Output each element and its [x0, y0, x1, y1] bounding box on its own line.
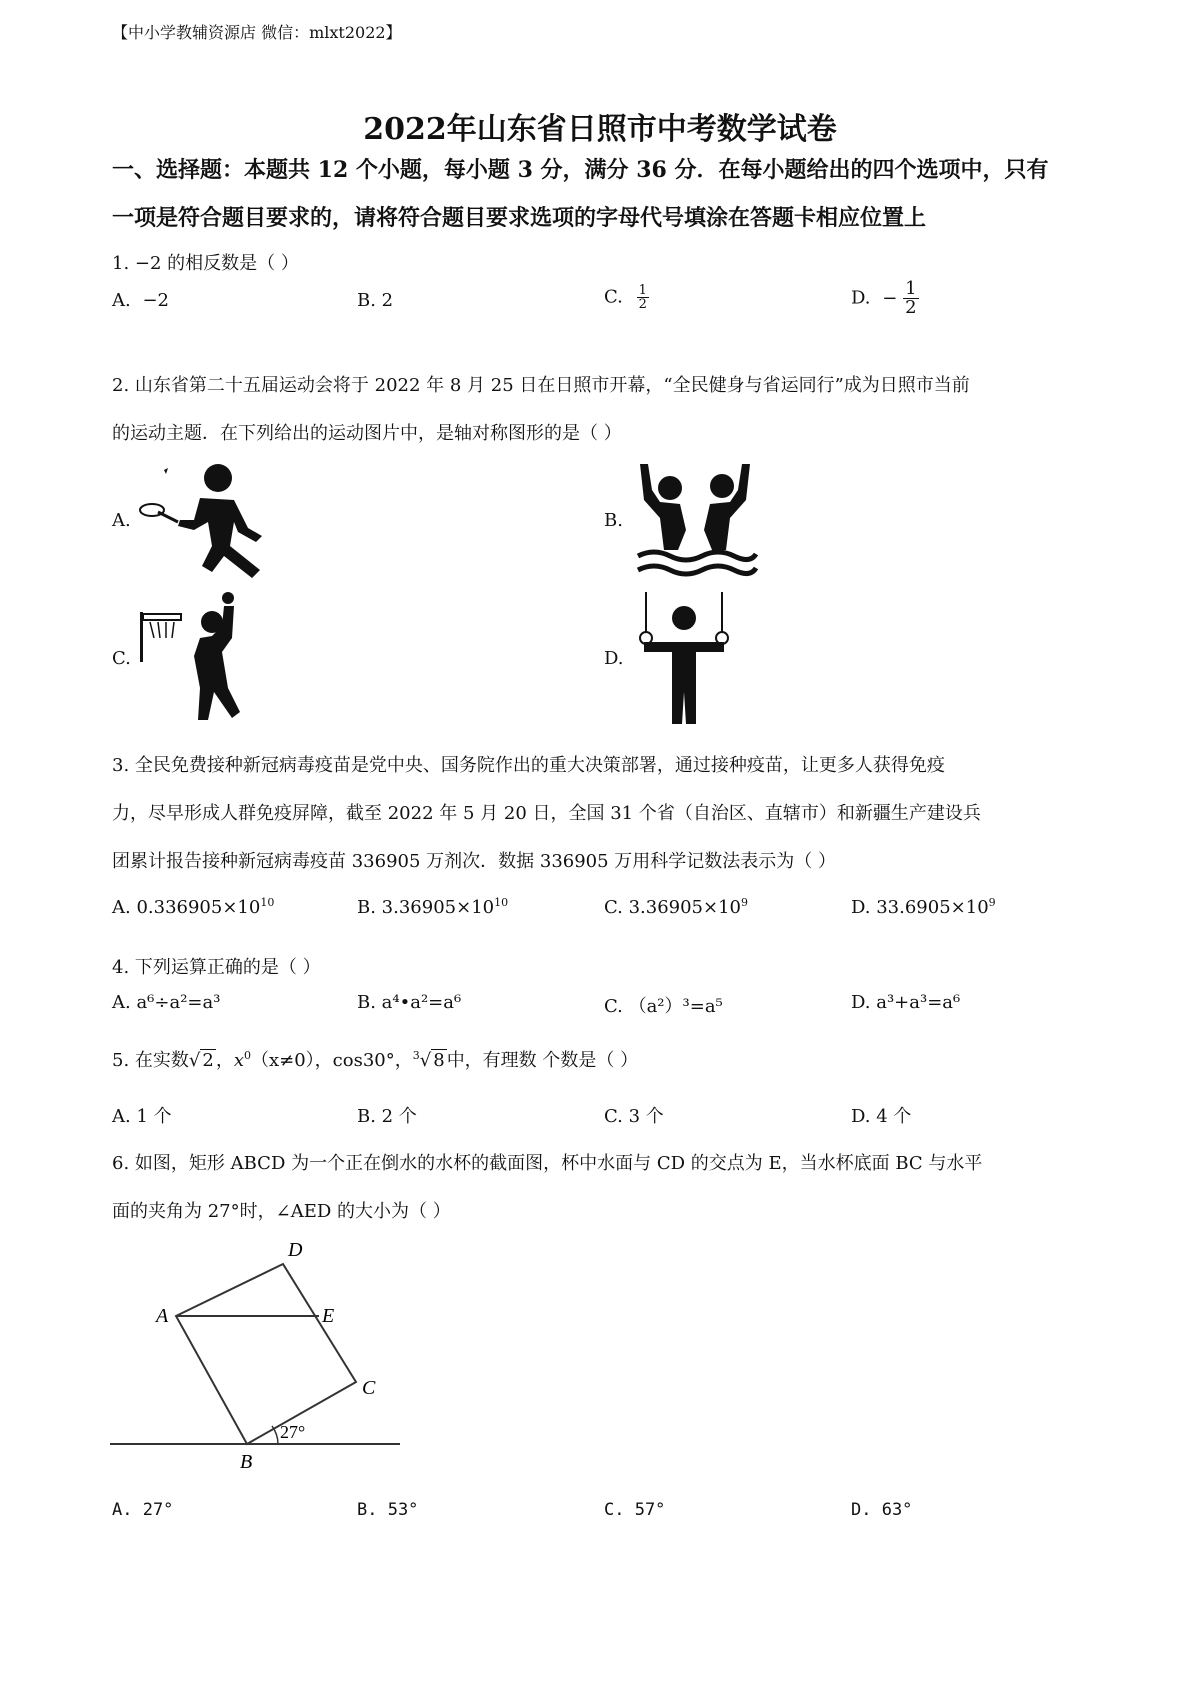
label-a: A [156, 1305, 169, 1327]
q5-mid1: ， [215, 1050, 234, 1071]
label-b: B [240, 1451, 253, 1473]
q3-option-b [357, 896, 508, 918]
angle-label: 27° [280, 1422, 306, 1442]
q5-x: x [233, 1050, 244, 1071]
q5-cbrt-radicand: 8 [433, 1050, 445, 1071]
exam-title: 2022年山东省日照市中考数学试卷 [363, 112, 837, 147]
q3-option-d [851, 896, 996, 918]
q4-option-c: C. （a²）³=a⁵ [604, 996, 723, 1017]
q2-option-a-label: A. [112, 510, 131, 531]
q1-c-label: C. [604, 286, 623, 308]
header-note: 【中小学教辅资源店 微信：mlxt2022】 [112, 23, 402, 42]
q2-line1: 2. 山东省第二十五届运动会将于 2022 年 8 月 25 日在日照市开幕，“全民健身与省运同行”成为日照市当前 [112, 375, 970, 396]
section1-line2: 一项是符合题目要求的，请将符合题目要求选项的字母代号填涂在答题卡相应位置上 [112, 205, 927, 231]
q4-option-a: A. a⁶÷a²=a³ [112, 992, 221, 1013]
label-e: E [322, 1305, 335, 1327]
q3-a-text: A. 0.336905×10 [112, 897, 261, 918]
q1-c-fraction [637, 284, 649, 311]
q1-c-num: 1 [638, 283, 647, 298]
water-polo-players-image [630, 460, 760, 585]
q3-d-exp: 9 [988, 896, 996, 909]
q5-option-d: D. 4 个 [851, 1106, 912, 1127]
q4-option-b: B. a⁴•a²=a⁶ [357, 992, 462, 1013]
q6-rectangle-figure [100, 1236, 410, 1476]
q3-d-text: D. 33.6905×10 [851, 897, 989, 918]
q1-d-label: D. [851, 287, 871, 309]
label-c: C [362, 1377, 376, 1399]
q5-option-a: A. 1 个 [112, 1106, 172, 1127]
q1-option-d [851, 280, 919, 317]
q4-stem: 4. 下列运算正确的是（ ） [112, 957, 321, 978]
q5-pre: 5. 在实数 [112, 1050, 189, 1071]
q3-line1: 3. 全民免费接种新冠病毒疫苗是党中央、国务院作出的重大决策部署，通过接种疫苗，让更多人获得免疫 [112, 755, 945, 776]
q3-b-text: B. 3.36905×10 [357, 897, 495, 918]
cbrt-sign-icon: √ [419, 1050, 432, 1071]
q1-d-den: 2 [905, 297, 917, 318]
q6-option-d: D. 63° [851, 1500, 913, 1520]
q1-d-sign: − [882, 287, 898, 309]
q3-a-exp: 10 [260, 896, 275, 909]
q5-stem [112, 1046, 638, 1072]
q5-post: 中，有理数 个数是（ ） [446, 1050, 639, 1071]
q2-option-d-label: D. [604, 648, 624, 669]
q1-a-label: A. [112, 290, 131, 311]
q5-sqrt-radicand: 2 [202, 1050, 214, 1071]
q5-cbrt-index: 3 [412, 1049, 420, 1062]
q6-option-c: C. 57° [604, 1500, 666, 1520]
gymnast-rings-image [636, 592, 736, 727]
q1-d-num: 1 [905, 278, 917, 299]
sqrt-sign-icon: √ [188, 1050, 201, 1071]
q6-line1: 6. 如图，矩形 ABCD 为一个正在倒水的水杯的截面图，杯中水面与 CD 的交点为 E，当水杯底面 BC 与水平 [112, 1153, 983, 1174]
q3-c-exp: 9 [741, 896, 748, 909]
q1-c-den: 2 [638, 297, 647, 312]
q1-a-value: −2 [142, 290, 170, 311]
q1-d-fraction [903, 280, 918, 317]
q6-option-a: A. 27° [112, 1500, 174, 1520]
q3-option-a [112, 896, 274, 918]
q1-option-a [112, 290, 169, 311]
q3-line3: 团累计报告接种新冠病毒疫苗 336905 万剂次．数据 336905 万用科学记数法表示为（ ） [112, 851, 837, 872]
q5-x-exp: 0 [244, 1049, 251, 1062]
label-d: D [288, 1239, 303, 1261]
q1-stem: 1. −2 的相反数是（ ） [112, 253, 299, 274]
q1-option-b: B. 2 [357, 290, 394, 311]
q6-option-b: B. 53° [357, 1500, 419, 1520]
q5-option-b: B. 2 个 [357, 1106, 417, 1127]
q2-line2: 的运动主题．在下列给出的运动图片中，是轴对称图形的是（ ） [112, 423, 622, 444]
basketball-player-image [138, 592, 268, 727]
q4-option-d: D. a³+a³=a⁶ [851, 992, 961, 1013]
badminton-player-image [138, 460, 288, 585]
q3-c-text: C. 3.36905×10 [604, 897, 741, 918]
q5-option-c: C. 3 个 [604, 1106, 664, 1127]
q1-option-c [604, 284, 649, 311]
q6-line2: 面的夹角为 27°时，∠AED 的大小为（ ） [112, 1201, 451, 1222]
section1-line1: 一、选择题：本题共 12 个小题，每小题 3 分，满分 36 分．在每小题给出的四个选项中，只有 [112, 157, 1049, 183]
q3-option-c [604, 896, 748, 918]
q5-mid2: （x≠0），cos30°， [251, 1050, 413, 1071]
rectangle-abcd [176, 1264, 356, 1444]
q3-line2: 力，尽早形成人群免疫屏障，截至 2022 年 5 月 20 日，全国 31 个省（自治区、直辖市）和新疆生产建设兵 [112, 803, 981, 824]
q2-option-c-label: C. [112, 648, 131, 669]
q3-b-exp: 10 [494, 896, 509, 909]
q2-option-b-label: B. [604, 510, 623, 531]
